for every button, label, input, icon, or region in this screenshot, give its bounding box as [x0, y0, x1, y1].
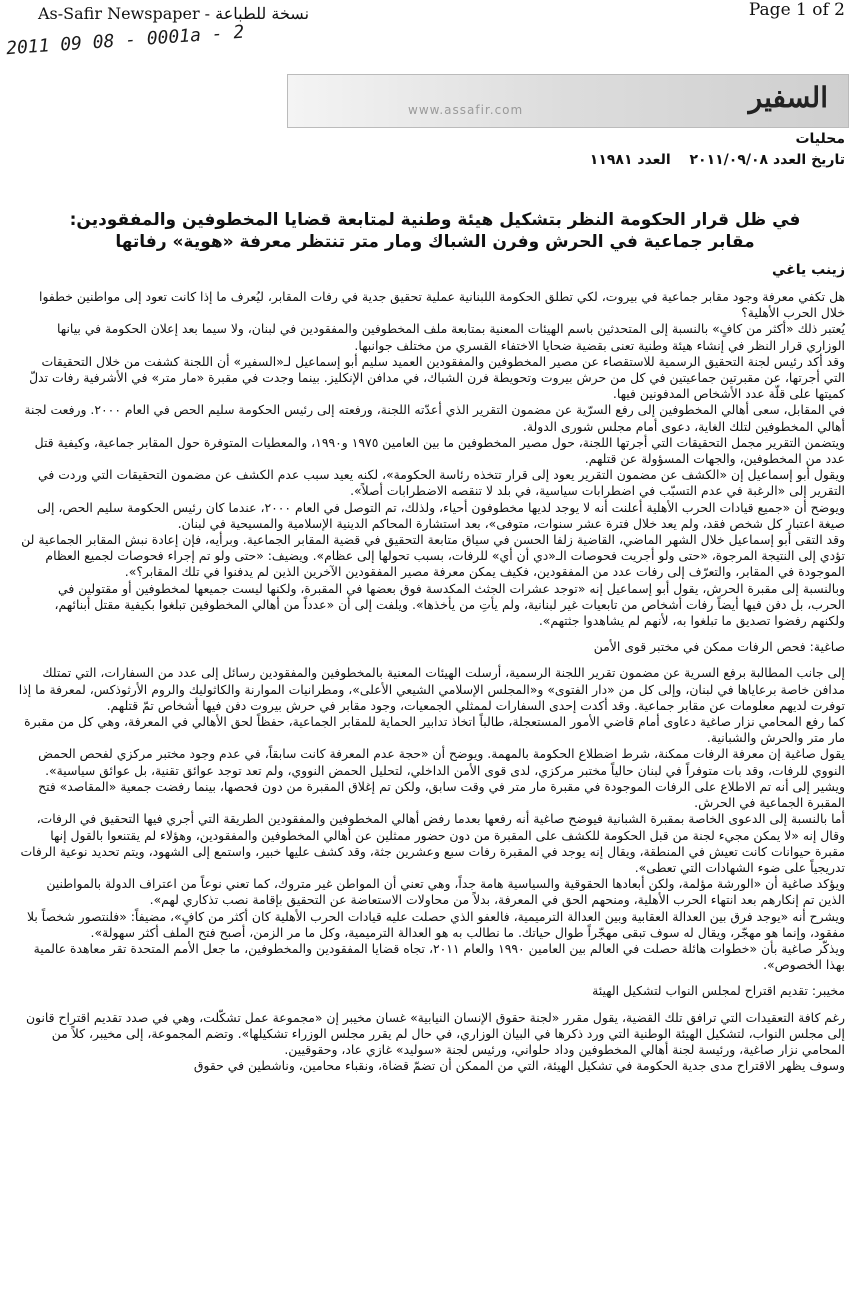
- article-body: [17, 289, 845, 1074]
- article-paragraph: وسوف يظهر الاقتراح مدى جدية الحكومة في تشكيل الهيئة، التي من الممكن أن تضمّ قضاة، ونقباء محامين، وناشطين في حقوق: [193, 1058, 845, 1074]
- article-paragraph: يُعتبر ذلك «أكثر من كافٍ» بالنسبة إلى المتحدثين باسم الهيئات المعنية بمتابعة ملف المخطوفين والمفقودين في لبنان، ولا سيما بعد إعلان الحكومة في بيانها الوزاري قرار النظر في إنشاء هيئة وطنية تعنى بقضية ضحايا الاختفاء القسري من مختلف جوانبها.: [56, 321, 845, 353]
- paragraph-group-c: [17, 1010, 845, 1075]
- issue-number: العدد ١١٩٨١: [589, 152, 671, 168]
- article-paragraph: وقد أكد رئيس لجنة التحقيق الرسمية للاستقصاء عن مصير المخطوفين والمفقودين العميد سليم أبو إسماعيل لـ«السفير» أن اللجنة كشفت من خلال التحقيقات التي أجرتها، عن مقبرتين جماعيتين في كل من حرش بيروت وتحويطة فرن الشباك، في مدافن الإنكليز. بينما وجدت في مقبرة «مار متر» في الأشرفية رفات تدلّ كميتها على قلّة عدد الأشخاص المدفونين فيها.: [29, 353, 845, 402]
- article-paragraph: إلى جانب المطالبة برفع السرية عن مضمون تقرير اللجنة الرسمية، أرسلت الهيئات المعنية بالمخطوفين والمفقودين رسائل إلى عدد من السفارات، التي تمتلك مدافن خاصة برعاياها في لبنان، وإلى كل من «دار الفتوى» و«المجلس الإسلامي الشيعي الأعلى»، ومطرانيات الموارنة والكاثوليك والروم الأرثوذكس، لمعرفة ما إذا توفرت لديهم معلومات عن مقابر جماعية. وقد أكدت إحدى السفارات لممثلي الجمعيات، وجود مقابر في حرش بيروت دفن فيها أشخاص تمّ قتلهم.: [18, 665, 845, 713]
- subheading-forensics: صاغية: فحص الرفات ممكن في مختبر قوى الأمن: [593, 639, 845, 655]
- article-paragraph: هل تكفي معرفة وجود مقابر جماعية في بيروت، لكي تطلق الحكومة اللبنانية عملية تحقيق جدية في رفات المقابر، ليُعرف ما إذا كانت تعود إلى مواطنين خطفوا خلال الحرب الأهلية؟: [39, 289, 845, 321]
- article-paragraph: في المقابل، سعى أهالي المخطوفين إلى رفع السرّية عن مضمون التقرير الذي أعدّته اللجنة، ورفعته إلى رئيس الحكومة سليم الحص في العام ٢٠٠٠. ورفعت لجنة أهالي المخطوفين لتلك الغاية، دعوى أمام مجلس شورى الدولة.: [24, 402, 845, 434]
- article-paragraph: أما بالنسبة إلى الدعوى الخاصة بمقبرة الشبانية فيوضح صاغية أنه رفعها بعدما رفض أهالي المخطوفين والمفقودين الطريقة التي أجري فيها التحقيق في الرفات، وقال إنه «لا يمكن مجيء لجنة من قبل الحكومة للكشف على المقبرة من دون حضور ممثلين عن أهالي المخطوفين والمفقودين، وهؤلاء لم يقتنعوا بالقول إنها مقبرة حيوانات كانت تعيش في المنطقة، ويقال إنه يوجد في المقبرة رفات سبع وعشرين جثة، وقد كشف عليها خبير، واستمع إلى الشهود، ويتم تحديد نوعية الرفات تدريجياً على ضوء الشهادات التي تعطى».: [20, 811, 845, 875]
- banner-watermark: www.assafir.com: [408, 103, 524, 117]
- paragraph-group-b: [17, 665, 845, 973]
- article-headline: [25, 209, 845, 253]
- article-paragraph: كما رفع المحامي نزار صاغية دعاوى أمام قاضي الأمور المستعجلة، طالباً اتخاذ تدابير الحماية للمقابر الجماعية، حفظاً لحق الأهالي في المعرفة، وهي كل من مقبرة مار متر والحرش والشبانية.: [24, 714, 845, 746]
- paragraph-group-a: [17, 289, 845, 629]
- article-paragraph: ويشير إلى أنه تم الاطلاع على الرفات الموجودة في مقبرة مار متر في وقت سابق، ولكن تم إغلاق المقبرة من دون فحصها، بينما رفضت جمعية «المقاصد» فتح المقبرة الجماعية في الحرش.: [38, 778, 845, 811]
- handwritten-archive-stamp: 2011 09 08 - 0001a - 2: [5, 21, 245, 60]
- article-author: زينب ياغي: [772, 262, 845, 278]
- headline-line-2: مقابر جماعية في الحرش وفرن الشباك ومار متر تنتظر معرفة «هوية» رفاتها: [115, 232, 755, 252]
- article-paragraph: ويقول أبو إسماعيل إن «الكشف عن مضمون التقرير يعود إلى قرار تتخذه رئاسة الحكومة»، لكنه يعيد سبب عدم الكشف عن مضمون التحقيقات التي وردت في التقرير إلى «الرغبة في عدم التسبّب في اضطرابات سياسية، في بلد لا تنقصه الاضطرابات أصلاً».: [38, 467, 845, 499]
- subheading-parliament: مخيبر: تقديم اقتراح لمجلس النواب لتشكيل الهيئة: [592, 983, 845, 999]
- article-paragraph: رغم كافة التعقيدات التي ترافق تلك القضية، يقول مقرر «لجنة حقوق الإنسان النيابية» غسان مخيبر إن «مجموعة عمل تشكّلت، وهي في صدد تقديم اقتراح قانون إلى مجلس النواب، لتشكيل الهيئة الوطنية التي ورد ذكرها في البيان الوزاري، في حال لم يقرر مجلس الوزراء تشكيلها». وتضم المجموعة، إلى مخيبر، كلاً من المحامي نزار صاغية، ورئيسة لجنة أهالي المخطوفين وداد حلواني، ورئيس لجنة «سوليد» غازي عاد، وحقوقيين.: [25, 1009, 845, 1057]
- issue-date: تاريخ العدد ٢٠١١/٠٩/٠٨: [689, 152, 845, 168]
- headline-line-1: في ظل قرار الحكومة النظر بتشكيل هيئة وطنية لمتابعة قضايا المخطوفين والمفقودين:: [69, 210, 801, 230]
- article-paragraph: ويوضح أن «جميع قيادات الحرب الأهلية أعلنت أنه لا يوجد لديها مخطوفون أحياء، ولذلك، تم التوصل في العام ٢٠٠٠، عندما كان رئيس الحكومة سليم الحص، إلى صيغة اعتبار كل شخص فقد، ولم يعد خلال فترة عشر سنوات، متوفى»، بعد استشارة المحاكم الدينية الإسلامية والمسيحية في لبنان.: [36, 499, 845, 531]
- newspaper-logo: السفير: [748, 81, 828, 114]
- article-paragraph: يقول صاغية إن معرفة الرفات ممكنة، شرط اضطلاع الحكومة بالمهمة. ويوضح أن «حجة عدم المعرفة كانت سابقاً، في عدم وجود مختبر مركزي لفحص الحمض النووي للرفات، وقد بات متوفراً في لبنان حالياً مختبر مركزي، لدى قوى الأمن الداخلي، لتحليل الحمض النووي، ولم تعد توجد عوائق تقنية، بل عوائق سياسية».: [38, 746, 845, 778]
- article-paragraph: وقد التقى أبو إسماعيل خلال الشهر الماضي، القاضية زلفا الحسن في سياق متابعة التحقيق في قضية المقابر الجماعية. وبرأيه، فإن إعادة نبش المقابر الجماعية لن تؤدي إلى النتيجة المرجوة، «حتى ولو أجريت فحوصات الـ«دي أن أي» للرفات، بسبب تحولها إلى عظام». ويضيف: «حتى ولو تم إجراء فحوصات لجميع العظام الموجودة في المقابر، والتعرّف إلى رفات عدد من المفقودين، فكيف يمكن معرفة مصير المفقودين الآخرين الذين لم يدفنوا في تلك المقابر؟».: [21, 532, 845, 580]
- print-title: As-Safir Newspaper - نسخة للطباعة: [38, 4, 310, 23]
- article-paragraph: ويؤكد صاغية أن «الورشة مؤلمة، ولكن أبعادها الحقوقية والسياسية هامة جداً، وهي تعني أن المواطن غير متروك، كما تعني نوعاً من اعتراف الدولة بالمواطنين الذين تم إنكارهم بعد انتهاء الحرب الأهلية، ومنحهم الحق في المعرفة، بدلاً من محاولات الاستعاضة عن التحقيق بإقامة نصب تذكاري لهم».: [46, 876, 845, 908]
- issue-info: [576, 152, 845, 168]
- article-paragraph: ويذكّر صاغية بأن «خطوات هائلة حصلت في العالم بين العامين ١٩٩٠ والعام ٢٠١١، تجاه قضايا المفقودين والمخطوفين، ما جعل الأمم المتحدة تقر معاهدة عالمية بهذا الخصوص».: [33, 940, 845, 973]
- newspaper-banner: [287, 74, 849, 128]
- article-paragraph: ويتضمن التقرير مجمل التحقيقات التي أجرتها اللجنة، حول مصير المخطوفين ما بين العامين ١٩٧٥ و١٩٩٠، والمعطيات المتوفرة حول المقابر جماعية، وكيفية قتل عدد من المخطوفين، والجهات المسؤولة عن قتلهم.: [34, 434, 845, 467]
- page-indicator: Page 1 of 2: [748, 0, 845, 20]
- section-label: محليات: [795, 131, 845, 147]
- article-paragraph: ويشرح أنه «يوجد فرق بين العدالة العقابية وبين العدالة الترميمية، فالعفو الذي حصلت عليه قيادات الحرب الأهلية كان أكثر من كافٍ»، مضيفاً: «فلنتصور شخصاً بلا مفقود، وإنما هو مهجّر، ويقال له سوف تبقى مهجّراً طوال حياتك. ما نطالب به هو العدالة الترميمية، وكل ما مر الزمن، أصبح فتح الملف أكثر سهولة».: [26, 908, 845, 940]
- article-paragraph: وبالنسبة إلى مقبرة الحرش، يقول أبو إسماعيل إنه «توجد عشرات الجثث المكدسة فوق بعضها في المقبرة، ولكنها ليست جميعها لمخطوفين أو مقتولين في الحرب، بل دفن فيها أيضاً رفات أشخاص من تابعيات غير لبنانية، ولم يأتِ من يأخذها». ويلفت إلى أن «عدداً من أهالي المخطوفين تبلغوا بكيفية مقتل أبنائهم، ولكنهم رفضوا تصديق ما تبلغوا به، لأنهم لم يشاهدوا جثتهم».: [54, 580, 845, 629]
